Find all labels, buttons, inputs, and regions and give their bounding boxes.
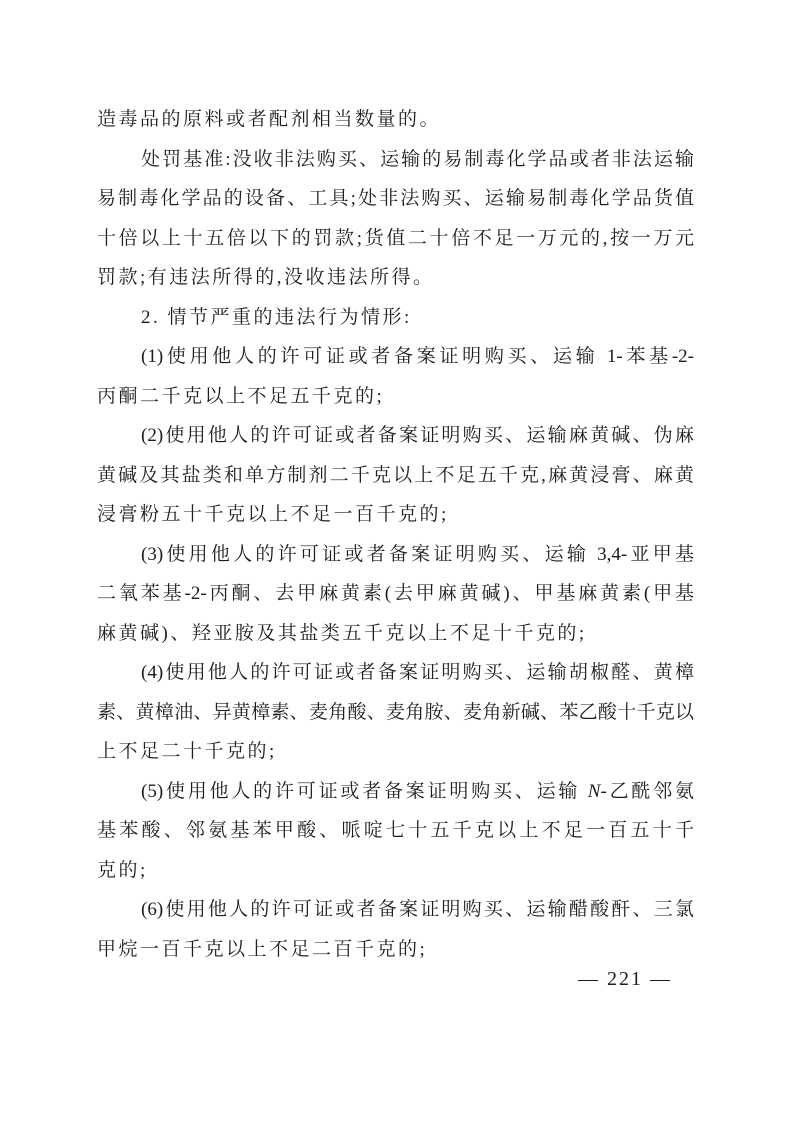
text-line: 甲烷一百千克以上不足二百千克的;: [97, 938, 428, 960]
text-line: 处罚基准:没收非法购买、运输的易制毒化学品或者非法运输: [141, 148, 694, 170]
text-line: 克的;: [97, 859, 148, 881]
paragraph: [97, 140, 694, 298]
text-line: 罚款;有违法所得的,没收违法所得。: [97, 267, 435, 288]
paragraph: [97, 535, 694, 654]
text-line: (1)使用他人的许可证或者备案证明购买、运输 1-苯基-2-: [141, 346, 694, 367]
text-line: 浸膏粉五十千克以上不足一百千克的;: [97, 504, 449, 525]
text-line: (4)使用他人的许可证或者备案证明购买、运输胡椒醛、黄樟: [141, 662, 694, 683]
document-body: [97, 100, 694, 969]
text-line: 麻黄碱)、羟亚胺及其盐类五千克以上不足十千克的;: [97, 622, 587, 644]
text-line: 基苯酸、邻氨基苯甲酸、哌啶七十五千克以上不足一百五十千: [97, 820, 694, 841]
italic-chemical-prefix: N: [587, 780, 601, 802]
text-line: (3)使用他人的许可证或者备案证明购买、运输 3,4-亚甲基: [141, 543, 694, 565]
text-line: 丙酮二千克以上不足五千克的;: [97, 385, 385, 407]
paragraph: [97, 653, 694, 772]
text-line: (6)使用他人的许可证或者备案证明购买、运输醋酸酐、三氯: [141, 899, 694, 920]
paragraph: [97, 100, 694, 140]
text-line: 造毒品的原料或者配剂相当数量的。: [97, 109, 442, 130]
page-number: — 221 —: [578, 968, 672, 990]
text-line: 十倍以上十五倍以下的罚款;货值二十倍不足一万元的,按一万元: [97, 227, 694, 249]
text-line: 素、黄樟油、异黄樟素、麦角酸、麦角胺、麦角新碱、苯乙酸十千克以: [97, 701, 694, 723]
text-line: 易制毒化学品的设备、工具;处非法购买、运输易制毒化学品货值: [97, 188, 694, 209]
text-line: 上不足二十千克的;: [97, 741, 277, 762]
text-line: (5)使用他人的许可证或者备案证明购买、运输 N-乙酰邻氨: [141, 780, 695, 802]
paragraph: [97, 298, 694, 338]
paragraph: [97, 772, 694, 891]
text-line: 二氧苯基-2-丙酮、去甲麻黄素(去甲麻黄碱)、甲基麻黄素(甲基: [97, 583, 694, 604]
text-line: 黄碱及其盐类和单方制剂二千克以上不足五千克,麻黄浸膏、麻黄: [97, 464, 694, 486]
text-line: 2. 情节严重的违法行为情形:: [141, 306, 412, 328]
paragraph: [97, 416, 694, 535]
paragraph: [97, 890, 694, 969]
paragraph: [97, 337, 694, 416]
text-line: (2)使用他人的许可证或者备案证明购买、运输麻黄碱、伪麻: [141, 425, 694, 446]
